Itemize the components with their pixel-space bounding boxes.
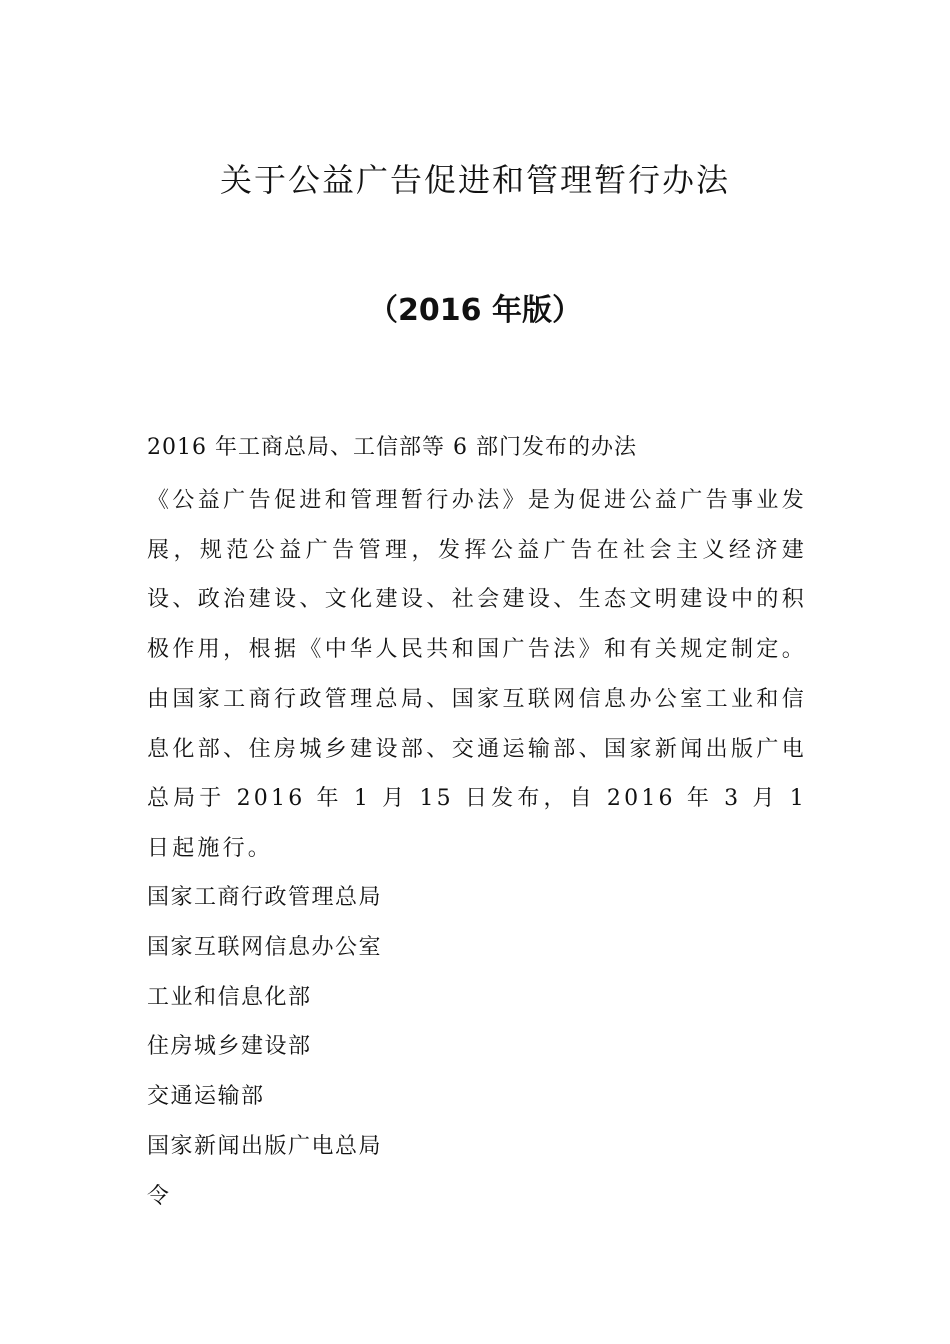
department-item: 国家新闻出版广电总局 (147, 1133, 383, 1159)
page-title: 关于公益广告促进和管理暂行办法 (219, 161, 730, 199)
order-label: 令 (147, 1183, 171, 1209)
edition-subtitle: （2016 年版） (368, 293, 582, 328)
department-list (147, 873, 807, 1222)
department-item: 工业和信息化部 (147, 984, 312, 1010)
department-item: 交通运输部 (147, 1084, 265, 1110)
department-item: 国家互联网信息办公室 (147, 934, 383, 960)
department-item: 住房城乡建设部 (147, 1034, 312, 1060)
department-item: 国家工商行政管理总局 (147, 885, 383, 910)
intro-line: 2016 年工商总局、工信部等 6 部门发布的办法 (147, 435, 637, 460)
body-paragraph: 《公益广告促进和管理暂行办法》是为促进公益广告事业发展，规范公益广告管理，发挥公益广告在社会主义经济建设、政治建设、文化建设、社会建设、生态文明建设中的积极作用，根据《中华人民共和国广告法》和有关规定制定。由国家工商行政管理总局、国家互联网信息办公室工业和信息化部、住房城乡建设部、交通运输部、国家新闻出版广电总局于 2016 年 1 月 15 日发布，自 2016 年 3 月 1 日起施行。 (147, 488, 807, 861)
